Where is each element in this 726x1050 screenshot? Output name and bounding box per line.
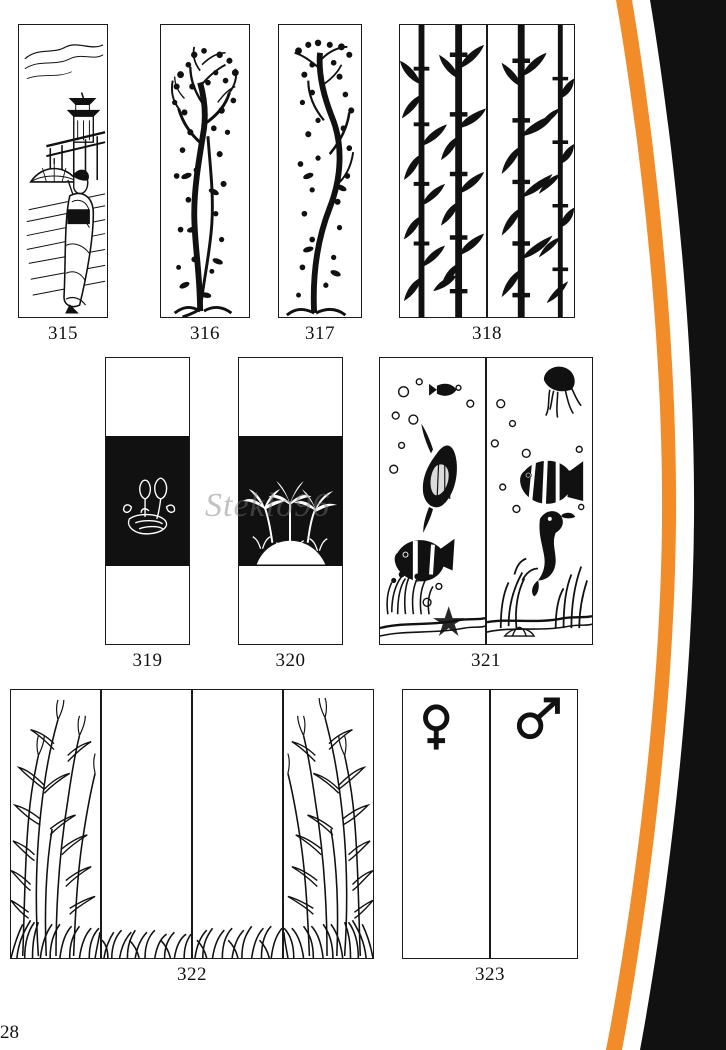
watermark: Steklo96	[205, 487, 331, 524]
mars-symbol-icon	[491, 690, 577, 958]
design-panel-322-4[interactable]	[283, 689, 374, 959]
item-316[interactable]	[160, 24, 250, 345]
item-318[interactable]	[399, 24, 575, 345]
tall-grass-and-reeds-icon	[11, 690, 100, 958]
page-number: 28	[0, 1022, 19, 1043]
item-caption: 323	[475, 964, 505, 985]
design-panel-322-1[interactable]	[10, 689, 101, 959]
bamboo-stalks-icon	[400, 25, 486, 317]
design-panel-321-left[interactable]	[379, 357, 486, 645]
item-317[interactable]	[278, 24, 362, 345]
palm-island-icon	[239, 358, 342, 644]
blossom-branch-icon	[279, 25, 361, 317]
design-panel-318-left[interactable]	[399, 24, 487, 318]
design-panel-317[interactable]	[278, 24, 362, 318]
bamboo-stalks-icon	[488, 25, 574, 317]
design-panel-323-left[interactable]	[402, 689, 490, 959]
design-panel-322-3[interactable]	[192, 689, 283, 959]
geisha-on-bridge-with-pagoda-icon	[19, 25, 107, 317]
item-caption: 322	[177, 964, 207, 985]
item-320[interactable]	[238, 357, 343, 672]
item-322[interactable]	[10, 689, 374, 986]
aquarium-fish-and-corals-icon	[380, 358, 485, 644]
lotus-flower-icon	[106, 358, 189, 644]
design-panel-320[interactable]	[238, 357, 343, 645]
design-panel-323-right[interactable]	[490, 689, 578, 959]
design-panel-321-right[interactable]	[486, 357, 593, 645]
item-caption: 319	[132, 650, 163, 671]
design-panel-319[interactable]	[105, 357, 190, 645]
item-319[interactable]	[105, 357, 190, 672]
item-321[interactable]	[379, 357, 593, 672]
item-315[interactable]	[18, 24, 108, 345]
item-323[interactable]	[402, 689, 578, 986]
ground-grass-icon	[193, 690, 282, 958]
item-caption: 318	[472, 323, 502, 344]
item-caption: 316	[190, 323, 220, 344]
swoosh-graphic	[606, 0, 726, 1050]
item-caption: 315	[48, 323, 78, 344]
tall-grass-and-reeds-icon	[284, 690, 373, 958]
venus-symbol-icon	[403, 690, 489, 958]
item-caption: 321	[471, 650, 501, 671]
page-decoration	[606, 0, 726, 1050]
design-panel-315[interactable]	[18, 24, 108, 318]
design-panel-316[interactable]	[160, 24, 250, 318]
item-caption: 317	[305, 323, 335, 344]
item-caption: 320	[275, 650, 306, 671]
design-panel-318-right[interactable]	[487, 24, 575, 318]
blossom-tree-icon	[161, 25, 249, 317]
design-panel-322-2[interactable]	[101, 689, 192, 959]
aquarium-jellyfish-and-seahorse-icon	[487, 358, 592, 644]
ground-grass-icon	[102, 690, 191, 958]
